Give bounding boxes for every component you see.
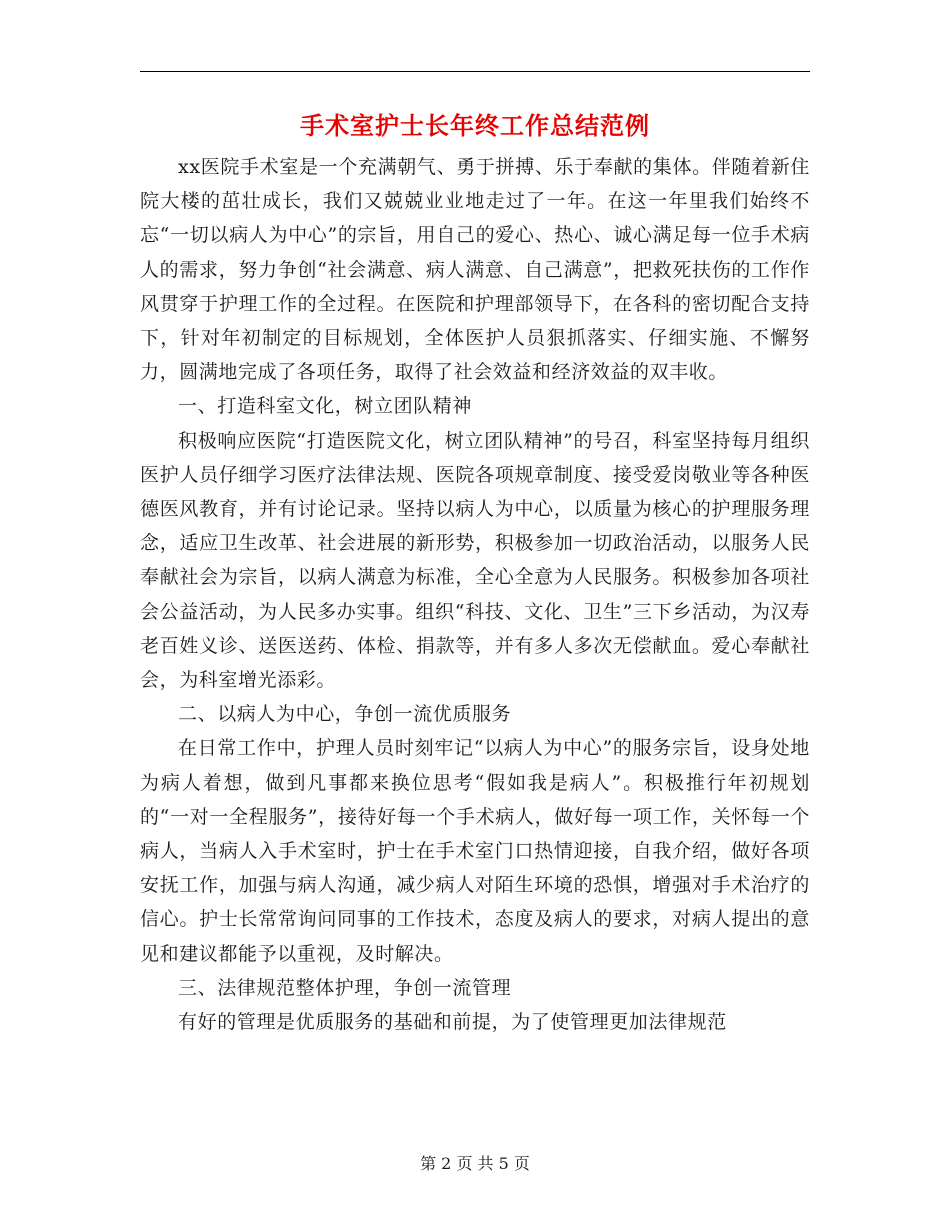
section-heading-3: 三、法律规范整体护理，争创一流管理 <box>178 976 512 999</box>
paragraph-section-2: 在日常工作中，护理人员时刻牢记“以病人为中心”的服务宗旨，设身处地为病人着想，做到凡事都来换位思考“假如我是病人”。积极推行年初规划的“一对一全程服务”，接待好每一个手术病人，做好每一项工作，关怀每一个病人，当病人入手术室时，护士在手术室门口热情迎接，自我介绍，做好各项安抚工作，加强与病人沟通，减少病人对陌生环境的恐惧，增强对手术治疗的信心。护士长常常询问同事的工作技术，态度及病人的要求，对病人提出的意见和建议都能予以重视，及时解决。 <box>140 737 810 965</box>
header-rule <box>140 71 810 72</box>
document-body <box>140 150 810 1039</box>
paragraph-section-3: 有好的管理是优质服务的基础和前提，为了使管理更加法律规范 <box>178 1011 727 1034</box>
document-title: 手术室护士长年终工作总结范例 <box>300 111 650 140</box>
paragraph-section-1: 积极响应医院“打造医院文化，树立团队精神”的号召，科室坚持每月组织医护人员仔细学习医疗法律法规、医院各项规章制度、接受爱岗敬业等各种医德医风教育，并有讨论记录。坚持以病人为中心，以质量为核心的护理服务理念，适应卫生改革、社会进展的新形势，积极参加一切政治活动，以服务人民奉献社会为宗旨，以病人满意为标准，全心全意为人民服务。积极参加各项社会公益活动，为人民多办实事。组织“科技、文化、卫生”三下乡活动，为汉寿老百姓义诊、送医送药、体检、捐款等，并有多人多次无偿献血。爱心奉献社会，为科室增光添彩。 <box>140 429 810 692</box>
section-heading-2: 二、以病人为中心，争创一流优质服务 <box>178 703 512 726</box>
page-number-footer: 第 2 页 共 5 页 <box>420 1154 530 1173</box>
section-heading-1: 一、打造科室文化，树立团队精神 <box>178 395 473 418</box>
paragraph-intro: xx医院手术室是一个充满朝气、勇于拼搏、乐于奉献的集体。伴随着新住院大楼的茁壮成长，我们又兢兢业业地走过了一年。在这一年里我们始终不忘“一切以病人为中心”的宗旨，用自己的爱心、热心、诚心满足每一位手术病人的需求，努力争创“社会满意、病人满意、自己满意”，把救死扶伤的工作作风贯穿于护理工作的全过程。在医院和护理部领导下，在各科的密切配合支持下，针对年初制定的目标规划，全体医护人员狠抓落实、仔细实施、不懈努力，圆满地完成了各项任务，取得了社会效益和经济效益的双丰收。 <box>140 156 810 384</box>
